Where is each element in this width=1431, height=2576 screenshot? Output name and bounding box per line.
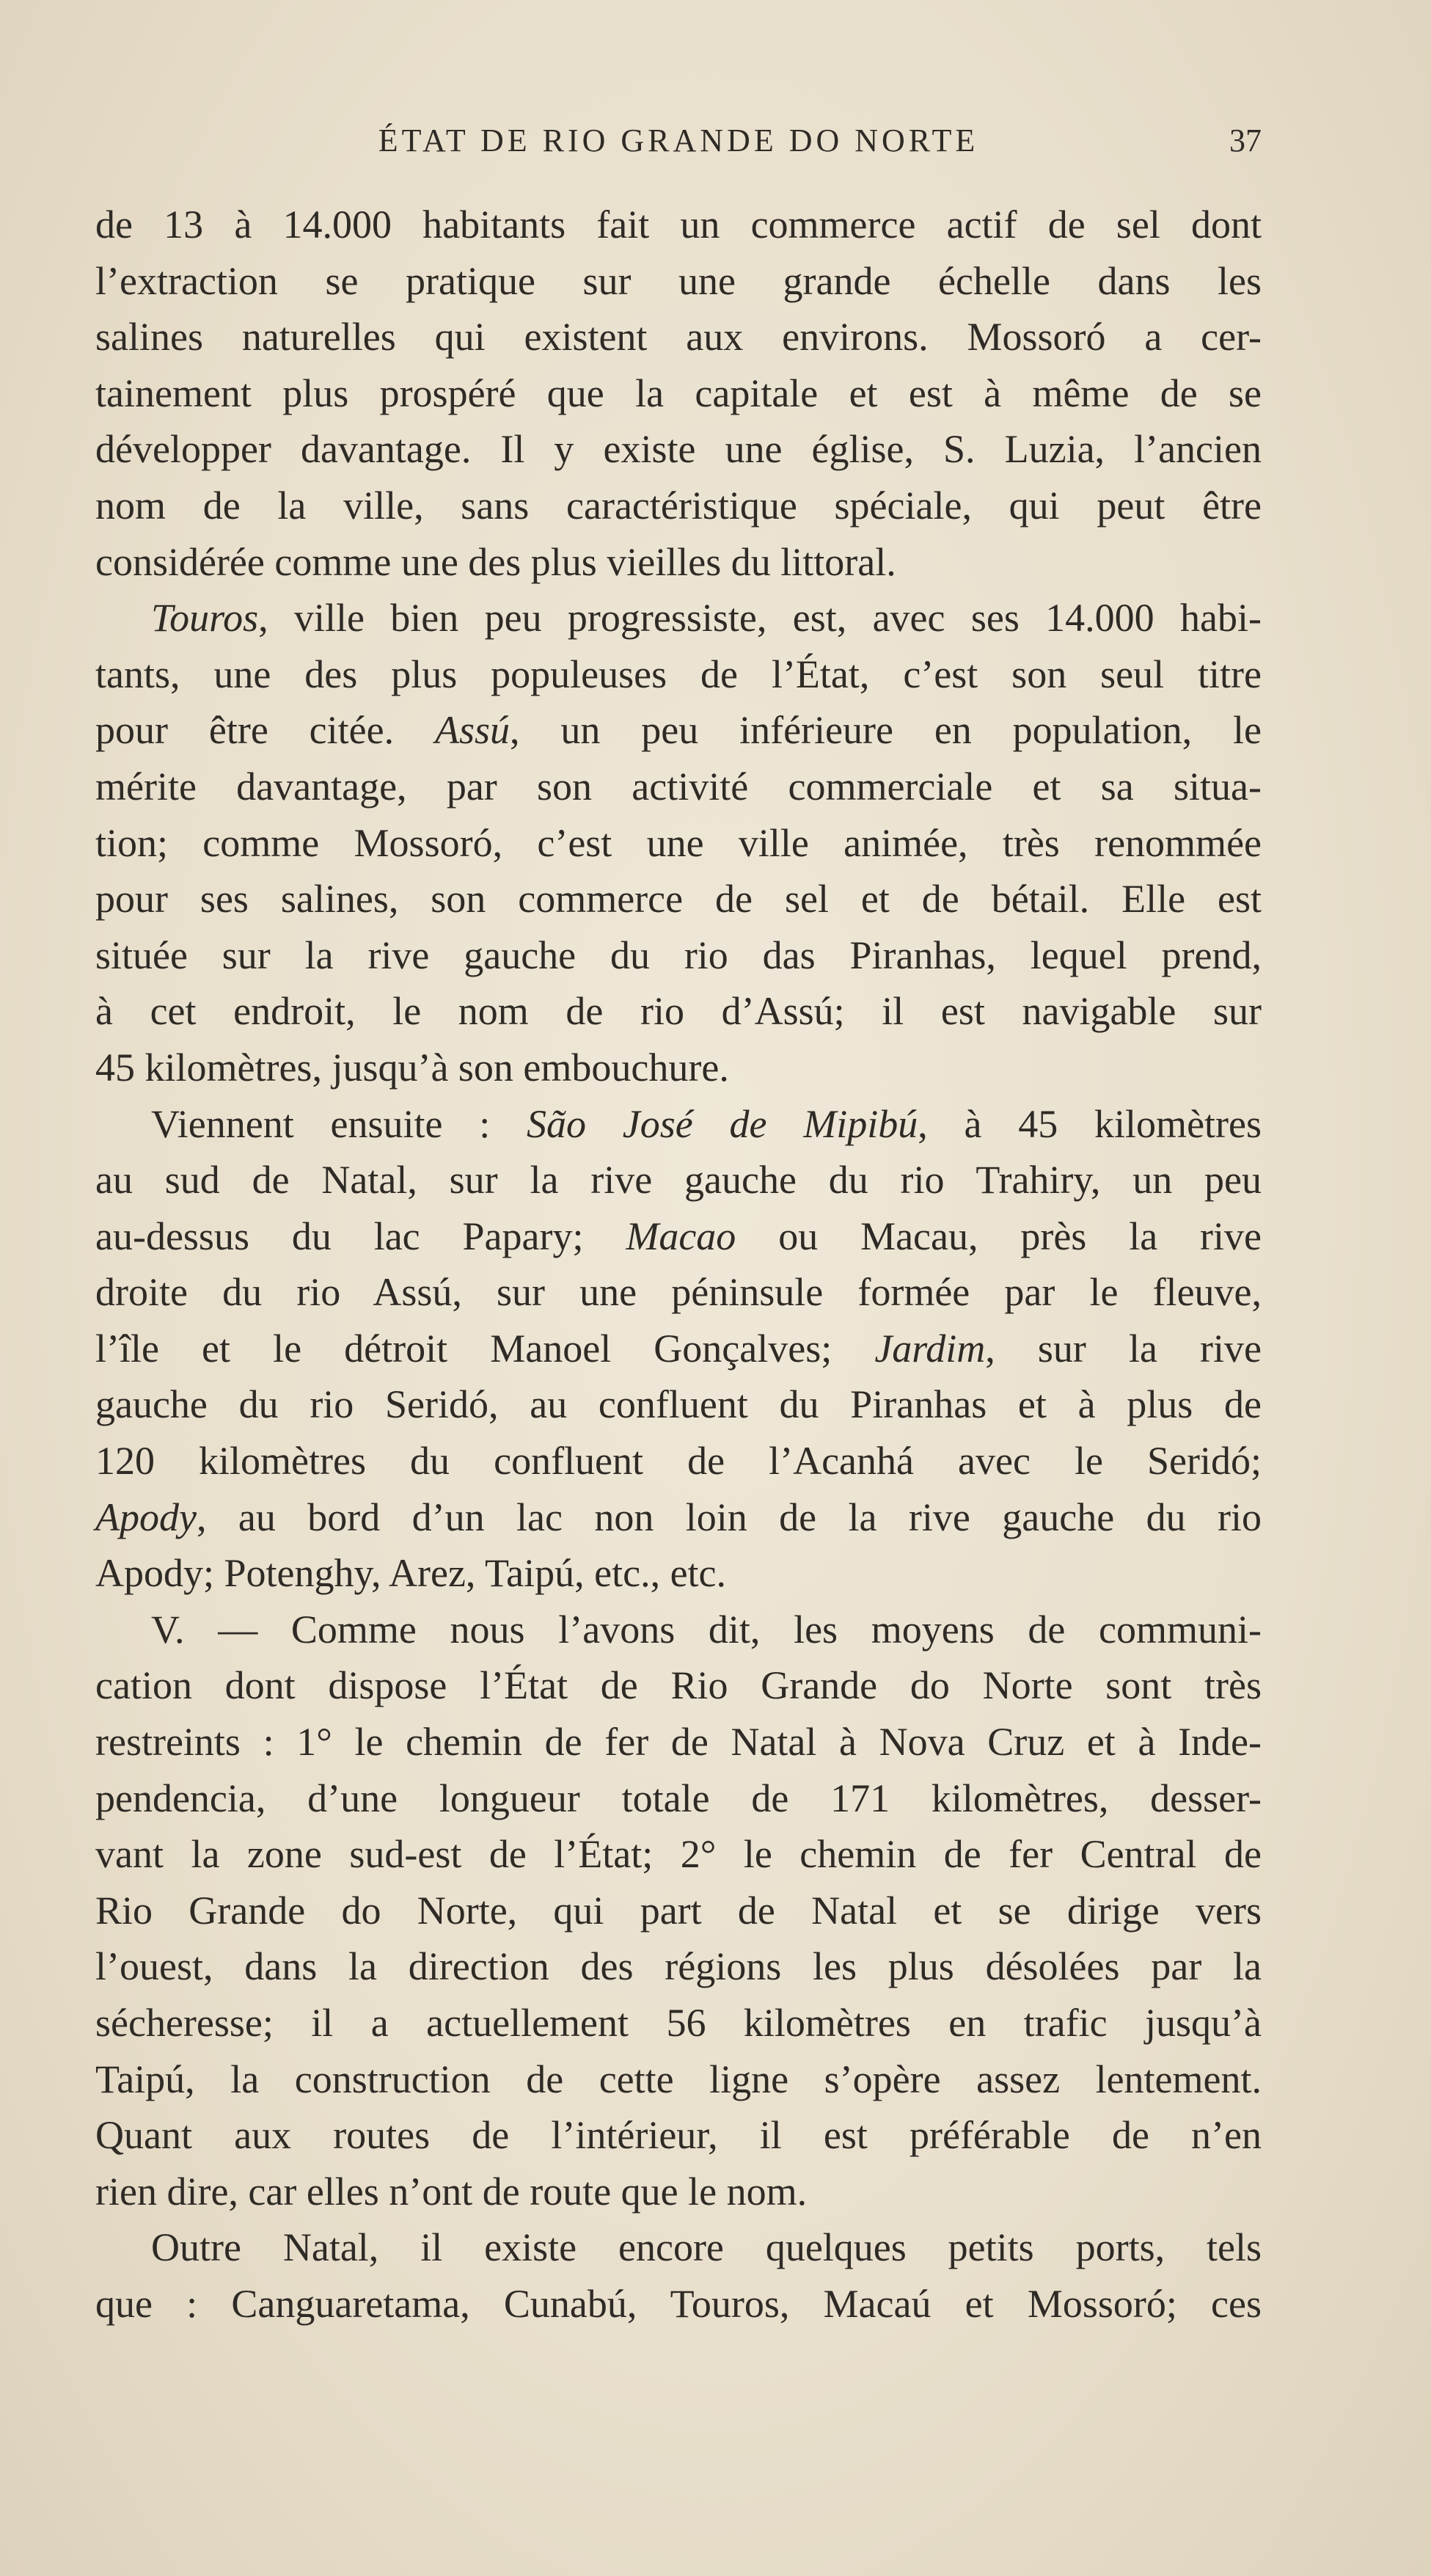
text-run: l’ouest, dans la direction des régions les plus désolées par la bbox=[95, 1944, 1262, 1989]
text-run: mérite davantage, par son activité commerciale et sa situa- bbox=[95, 764, 1262, 809]
text-run: pendencia, d’une longueur totale de 171 kilomètres, desser- bbox=[95, 1776, 1262, 1820]
paragraph bbox=[95, 1096, 1262, 1602]
text-run: , un peu inférieure en population, le bbox=[509, 708, 1262, 753]
text-line bbox=[95, 534, 1262, 591]
text-run: rien dire, car elles n’ont de route que le nom. bbox=[95, 2169, 808, 2214]
italic-place-name: Assú bbox=[434, 708, 510, 753]
text-line bbox=[95, 197, 1262, 253]
text-run: Viennent ensuite : bbox=[151, 1101, 527, 1146]
text-line bbox=[95, 590, 1262, 646]
text-run: , ville bien peu progressiste, est, avec ses 14.000 habi- bbox=[258, 596, 1262, 641]
text-run: gauche du rio Seridó, au confluent du Piranhas et à plus de bbox=[95, 1382, 1262, 1427]
text-line bbox=[95, 1657, 1262, 1714]
page-number: 37 bbox=[1229, 123, 1262, 158]
text-line bbox=[95, 871, 1262, 927]
text-run: Outre Natal, il existe encore quelques petits ports, tels bbox=[151, 2225, 1262, 2270]
text-run: 120 kilomètres du confluent de l’Acanhá avec le Seridó; bbox=[95, 1439, 1262, 1484]
text-line bbox=[95, 1602, 1262, 1658]
text-line bbox=[95, 1376, 1262, 1433]
text-line bbox=[95, 702, 1262, 759]
text-line bbox=[95, 253, 1262, 310]
text-line bbox=[95, 309, 1262, 365]
text-run: tants, une des plus populeuses de l’État, c’est son seul titre bbox=[95, 652, 1262, 696]
text-run: 45 kilomètres, jusqu’à son embouchure. bbox=[95, 1045, 729, 1090]
text-line bbox=[95, 478, 1262, 534]
text-line bbox=[95, 1152, 1262, 1208]
text-run: ou Macau, près la rive bbox=[736, 1214, 1262, 1258]
text-run: pour ses salines, son commerce de sel et de bétail. Elle est bbox=[95, 877, 1262, 922]
text-line bbox=[95, 2164, 1262, 2220]
text-run: V. — Comme nous l’avons dit, les moyens de communi- bbox=[151, 1607, 1262, 1652]
text-line bbox=[95, 2051, 1262, 2108]
text-run: cation dont dispose l’État de Rio Grande do Norte sont très bbox=[95, 1663, 1262, 1708]
text-run: salines naturelles qui existent aux environs. Mossoró a cer- bbox=[95, 315, 1262, 360]
text-run: à cet endroit, le nom de rio d’Assú; il est navigable sur bbox=[95, 989, 1262, 1034]
text-run: , à 45 kilomètres bbox=[918, 1101, 1262, 1146]
paragraph bbox=[95, 197, 1262, 590]
text-line bbox=[95, 1938, 1262, 1995]
text-line bbox=[95, 1770, 1262, 1827]
text-run: au-dessus du lac Papary; bbox=[95, 1214, 626, 1258]
text-run: , au bord d’un lac non loin de la rive gauche du rio bbox=[196, 1495, 1262, 1539]
text-run: , sur la rive bbox=[985, 1326, 1262, 1371]
paragraph bbox=[95, 590, 1262, 1095]
text-run: Rio Grande do Norte, qui part de Natal et se dirige vers bbox=[95, 1888, 1262, 1933]
italic-place-name: Touros bbox=[151, 596, 259, 641]
italic-place-name: Macao bbox=[626, 1214, 736, 1258]
text-line bbox=[95, 1995, 1262, 2051]
text-run: vant la zone sud-est de l’État; 2° le chemin de fer Central de bbox=[95, 1832, 1262, 1877]
text-run: sécheresse; il a actuellement 56 kilomètres en trafic jusqu’à bbox=[95, 2001, 1262, 2045]
text-run: nom de la ville, sans caractéristique spéciale, qui peut être bbox=[95, 483, 1262, 528]
text-line bbox=[95, 1826, 1262, 1883]
paragraph bbox=[95, 1602, 1262, 2220]
text-run: Taipú, la construction de cette ligne s’opère assez lentement. bbox=[95, 2057, 1262, 2101]
text-line bbox=[95, 815, 1262, 872]
italic-place-name: Apody bbox=[95, 1495, 197, 1539]
text-run: située sur la rive gauche du rio das Piranhas, lequel prend, bbox=[95, 933, 1262, 977]
text-run: l’extraction se pratique sur une grande échelle dans les bbox=[95, 258, 1262, 303]
text-line bbox=[95, 1096, 1262, 1153]
text-line bbox=[95, 2219, 1262, 2276]
italic-place-name: São José de Mipibú bbox=[527, 1101, 918, 1146]
page-header bbox=[95, 117, 1262, 169]
text-line bbox=[95, 1208, 1262, 1265]
text-run: Quant aux routes de l’intérieur, il est préférable de n’en bbox=[95, 2113, 1262, 2158]
running-head: ÉTAT DE RIO GRANDE DO NORTE bbox=[378, 123, 979, 158]
text-run: tion; comme Mossoró, c’est une ville animée, très renommée bbox=[95, 820, 1262, 865]
text-run: au sud de Natal, sur la rive gauche du rio Trahiry, un peu bbox=[95, 1158, 1262, 1203]
text-line bbox=[95, 1489, 1262, 1546]
text-line bbox=[95, 927, 1262, 984]
text-line bbox=[95, 2107, 1262, 2164]
text-run: restreints : 1° le chemin de fer de Natal à Nova Cruz et à Inde- bbox=[95, 1720, 1262, 1765]
text-run: développer davantage. Il y existe une église, S. Luzia, l’ancien bbox=[95, 427, 1262, 472]
paragraph bbox=[95, 2219, 1262, 2332]
text-run: l’île et le détroit Manoel Gonçalves; bbox=[95, 1326, 875, 1371]
text-line bbox=[95, 1433, 1262, 1489]
text-line bbox=[95, 983, 1262, 1040]
text-run: de 13 à 14.000 habitants fait un commerce actif de sel dont bbox=[95, 202, 1262, 247]
text-line bbox=[95, 759, 1262, 815]
text-run: tainement plus prospéré que la capitale et est à même de se bbox=[95, 371, 1262, 415]
text-line bbox=[95, 646, 1262, 703]
text-run: Apody; Potenghy, Arez, Taipú, etc., etc. bbox=[95, 1551, 727, 1596]
text-line bbox=[95, 421, 1262, 478]
text-run: pour être citée. bbox=[95, 708, 435, 753]
text-run: considérée comme une des plus vieilles du littoral. bbox=[95, 539, 896, 584]
text-run: que : Canguaretama, Cunabú, Touros, Macaú et Mossoró; ces bbox=[95, 2281, 1262, 2326]
body-text bbox=[95, 197, 1262, 2332]
text-line bbox=[95, 1264, 1262, 1321]
text-run: droite du rio Assú, sur une péninsule formée par le fleuve, bbox=[95, 1270, 1262, 1315]
italic-place-name: Jardim bbox=[874, 1326, 986, 1371]
text-line bbox=[95, 1040, 1262, 1096]
text-line bbox=[95, 1321, 1262, 1377]
text-line bbox=[95, 1545, 1262, 1602]
text-line bbox=[95, 2276, 1262, 2332]
text-line bbox=[95, 365, 1262, 422]
text-line bbox=[95, 1883, 1262, 1939]
text-line bbox=[95, 1714, 1262, 1770]
